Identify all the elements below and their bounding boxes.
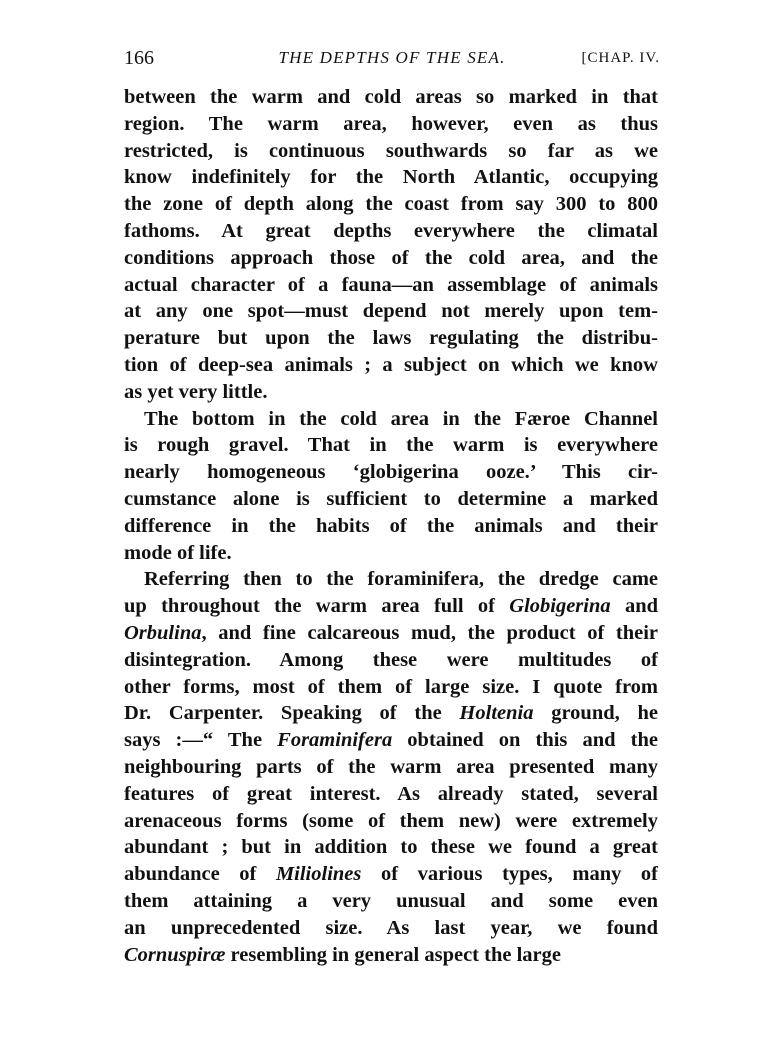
text-line bbox=[124, 915, 658, 942]
text-line bbox=[124, 727, 658, 754]
text-line bbox=[124, 138, 658, 165]
text-run: an unprecedented size. As last year, we found bbox=[124, 916, 658, 939]
text-run: region. The warm area, however, even as thus bbox=[124, 112, 658, 135]
text-line bbox=[124, 620, 658, 647]
text-run: mode of life. bbox=[124, 541, 232, 564]
italic-term: Globigerina bbox=[509, 595, 611, 618]
text-line bbox=[124, 566, 658, 593]
text-run: abundant ; but in addition to these we found a great bbox=[124, 836, 658, 859]
text-line bbox=[124, 459, 658, 486]
text-run: cumstance alone is sufficient to determine a marked bbox=[124, 487, 658, 510]
text-run: disintegration. Among these were multitudes of bbox=[124, 648, 658, 671]
text-run: fathoms. At great depths everywhere the climatal bbox=[124, 219, 658, 242]
text-line bbox=[124, 245, 658, 272]
italic-term: Holtenia bbox=[459, 702, 534, 725]
text-line bbox=[124, 325, 658, 352]
text-line bbox=[124, 540, 658, 567]
text-line bbox=[124, 272, 658, 299]
text-line bbox=[124, 218, 658, 245]
text-run: conditions approach those of the cold area, and the bbox=[124, 246, 658, 269]
chapter-reference: [CHAP. IV. bbox=[581, 50, 660, 66]
italic-term: Cornuspiræ bbox=[124, 943, 226, 966]
text-run: up throughout the warm area full of bbox=[124, 595, 510, 618]
text-line bbox=[124, 486, 658, 513]
text-run: the zone of depth along the coast from say 300 to 800 bbox=[124, 193, 658, 216]
text-line bbox=[124, 674, 658, 701]
text-line bbox=[124, 781, 658, 808]
text-line bbox=[124, 647, 658, 674]
text-run: , and fine calcareous mud, the product of their bbox=[201, 621, 658, 644]
text-run: and bbox=[610, 595, 658, 618]
text-line bbox=[124, 379, 658, 406]
text-run: neighbouring parts of the warm area presented many bbox=[124, 755, 658, 778]
text-line bbox=[124, 111, 658, 138]
text-run: resembling in general aspect the large bbox=[225, 943, 561, 966]
text-line bbox=[124, 191, 658, 218]
text-run: tion of deep-sea animals ; a subject on which we know bbox=[124, 353, 658, 376]
italic-term: Orbulina bbox=[124, 621, 202, 644]
text-run: nearly homogeneous ‘globigerina ooze.’ This cir- bbox=[124, 461, 658, 484]
text-run: Referring then to the foraminifera, the dredge came bbox=[144, 568, 658, 591]
running-head bbox=[124, 44, 660, 72]
text-run: restricted, is continuous southwards so far as we bbox=[124, 139, 658, 162]
text-run: them attaining a very unusual and some even bbox=[124, 889, 658, 912]
text-line bbox=[124, 861, 658, 888]
text-line bbox=[124, 298, 658, 325]
text-run: between the warm and cold areas so marked in that bbox=[124, 86, 658, 108]
text-line bbox=[124, 84, 658, 111]
text-line bbox=[124, 700, 658, 727]
text-line bbox=[124, 754, 658, 781]
text-line bbox=[124, 593, 658, 620]
text-run: is rough gravel. That in the warm is everywhere bbox=[124, 434, 658, 457]
text-run: of various types, many of bbox=[361, 863, 658, 886]
text-run: features of great interest. As already stated, several bbox=[124, 782, 658, 805]
text-run: at any one spot—must depend not merely upon tem- bbox=[124, 300, 658, 323]
text-run: other forms, most of them of large size. I quote from bbox=[124, 675, 658, 698]
text-run: Dr. Carpenter. Speaking of the bbox=[124, 702, 460, 725]
italic-term: Miliolines bbox=[275, 863, 362, 886]
text-run: The bottom in the cold area in the Færoe Channel bbox=[144, 407, 658, 430]
body-text bbox=[124, 84, 658, 968]
text-line bbox=[124, 432, 658, 459]
text-line bbox=[124, 888, 658, 915]
text-line bbox=[124, 834, 658, 861]
text-run: abundance of bbox=[124, 863, 276, 886]
running-title: THE DEPTHS OF THE SEA. bbox=[278, 48, 506, 67]
text-line bbox=[124, 352, 658, 379]
text-run: actual character of a fauna—an assemblage of animals bbox=[124, 273, 658, 296]
text-run: says :—“ The bbox=[124, 729, 278, 752]
text-run: as yet very little. bbox=[124, 380, 268, 403]
text-line bbox=[124, 406, 658, 433]
text-line bbox=[124, 164, 658, 191]
text-run: perature but upon the laws regulating the distribu- bbox=[124, 327, 658, 350]
text-run: arenaceous forms (some of them new) were extremely bbox=[124, 809, 658, 832]
text-line bbox=[124, 942, 658, 969]
text-line bbox=[124, 513, 658, 540]
text-run: obtained on this and the bbox=[392, 729, 658, 752]
text-line bbox=[124, 808, 658, 835]
italic-term: Foraminifera bbox=[277, 729, 393, 752]
text-run: know indefinitely for the North Atlantic, occupying bbox=[124, 166, 658, 189]
text-run: difference in the habits of the animals and their bbox=[124, 514, 658, 537]
text-run: ground, he bbox=[533, 702, 658, 725]
page-number: 166 bbox=[124, 47, 154, 69]
